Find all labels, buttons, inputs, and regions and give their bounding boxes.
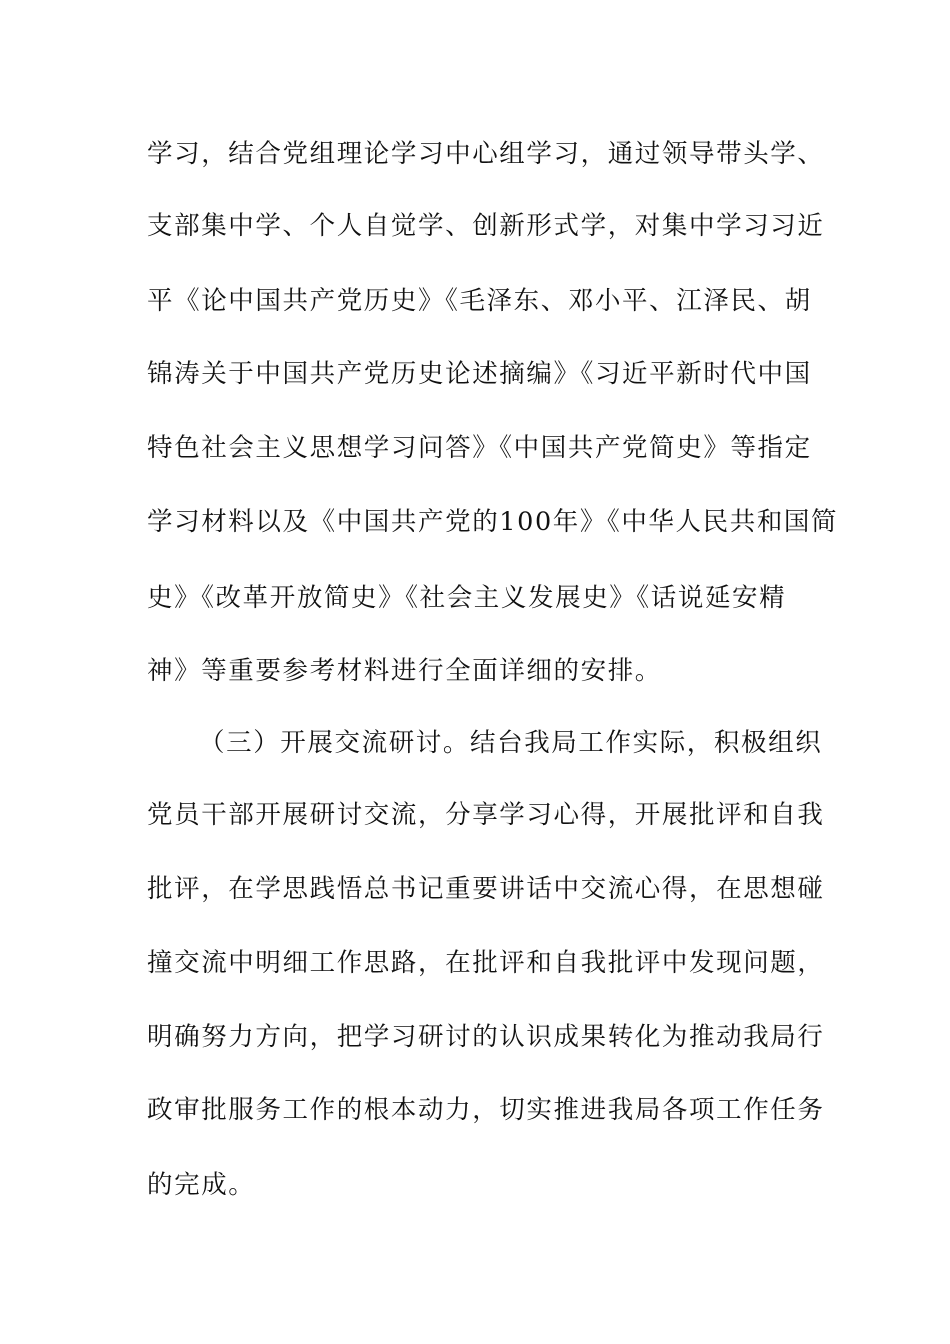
text-line: 批评，在学思践悟总书记重要讲话中交流心得，在思想碰: [147, 874, 825, 904]
text-line: 平《论中国共产党历史》《毛泽东、邓小平、江泽民、胡: [147, 286, 812, 316]
text-line: 神》等重要参考材料进行全面详细的安排。: [147, 656, 662, 686]
text-line: 学习，结合党组理论学习中心组学习，通过领导带头学、: [147, 139, 825, 169]
text-line: 的完成。: [147, 1170, 256, 1200]
text-line: 明确努力方向，把学习研讨的认识成果转化为推动我局行: [147, 1022, 825, 1052]
text-line: 锦涛关于中国共产党历史论述摘编》《习近平新时代中国: [147, 359, 812, 389]
text-line: 政审批服务工作的根本动力，切实推进我局各项工作任务: [147, 1095, 825, 1125]
text-line: 撞交流中明细工作思路，在批评和自我批评中发现问题，: [147, 948, 825, 978]
text-line: 史》《改革开放简史》《社会主义发展史》《话说延安精: [147, 583, 787, 613]
text-line: 学习材料以及《中国共产党的100年》《中华人民共和国简: [147, 507, 839, 537]
text-line: 党员干部开展研讨交流，分享学习心得，开展批评和自我: [147, 800, 825, 830]
text-line: 特色社会主义思想学习问答》《中国共产党简史》等指定: [147, 433, 812, 463]
text-line: 支部集中学、个人自觉学、创新形式学，对集中学习习近: [147, 211, 825, 241]
paragraph-start-line: （三）开展交流研讨。结台我局工作实际，积极组织: [199, 728, 823, 758]
